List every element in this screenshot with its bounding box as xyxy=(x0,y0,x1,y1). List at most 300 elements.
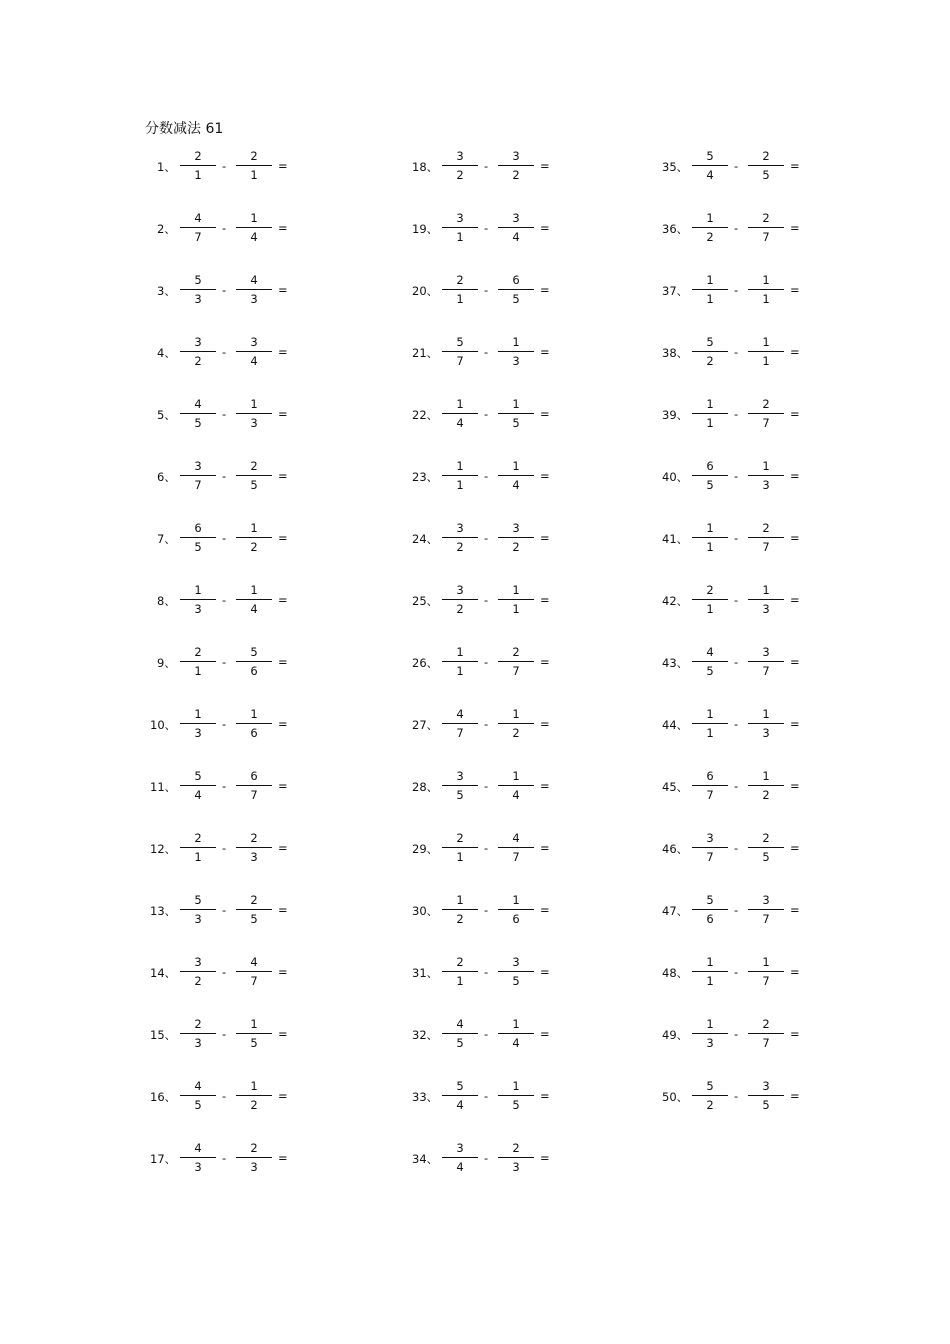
equals-sign: = xyxy=(790,779,800,793)
fraction-bar xyxy=(692,599,728,600)
minus-sign: - xyxy=(222,531,227,545)
fraction-bar xyxy=(498,351,534,352)
fraction-bar xyxy=(180,475,216,476)
fraction-bar xyxy=(236,475,272,476)
second-fraction xyxy=(236,955,272,989)
fraction-problem xyxy=(148,1017,318,1074)
fraction-bar xyxy=(692,847,728,848)
equals-sign: = xyxy=(540,345,550,359)
numerator: 4 xyxy=(194,211,202,225)
fraction-bar xyxy=(442,1033,478,1034)
problem-number: 49、 xyxy=(662,1028,689,1042)
second-fraction xyxy=(748,273,784,307)
first-fraction xyxy=(692,273,728,307)
equals-sign: = xyxy=(790,655,800,669)
problem-number: 12、 xyxy=(150,842,177,856)
numerator: 4 xyxy=(194,1079,202,1093)
denominator: 6 xyxy=(512,912,520,926)
numerator: 4 xyxy=(194,397,202,411)
minus-sign: - xyxy=(222,283,227,297)
numerator: 1 xyxy=(762,707,770,721)
minus-sign: - xyxy=(734,965,739,979)
numerator: 3 xyxy=(512,211,520,225)
denominator: 7 xyxy=(456,726,464,740)
equals-sign: = xyxy=(790,1089,800,1103)
denominator: 7 xyxy=(512,850,520,864)
equals-sign: = xyxy=(540,655,550,669)
denominator: 2 xyxy=(706,1098,714,1112)
numerator: 1 xyxy=(512,459,520,473)
numerator: 1 xyxy=(194,707,202,721)
fraction-bar xyxy=(748,165,784,166)
fraction-problem xyxy=(148,459,318,516)
first-fraction xyxy=(180,645,216,679)
denominator: 4 xyxy=(250,230,258,244)
denominator: 1 xyxy=(762,354,770,368)
numerator: 3 xyxy=(706,831,714,845)
fraction-bar xyxy=(748,1095,784,1096)
equals-sign: = xyxy=(278,1027,288,1041)
denominator: 3 xyxy=(194,1036,202,1050)
denominator: 4 xyxy=(512,788,520,802)
fraction-bar xyxy=(692,351,728,352)
numerator: 1 xyxy=(250,1017,258,1031)
fraction-problem xyxy=(410,459,580,516)
fraction-bar xyxy=(180,661,216,662)
denominator: 2 xyxy=(706,354,714,368)
fraction-bar xyxy=(692,289,728,290)
first-fraction xyxy=(180,459,216,493)
numerator: 1 xyxy=(512,893,520,907)
minus-sign: - xyxy=(734,1089,739,1103)
equals-sign: = xyxy=(790,593,800,607)
numerator: 1 xyxy=(762,583,770,597)
equals-sign: = xyxy=(540,1027,550,1041)
denominator: 5 xyxy=(762,850,770,864)
fraction-bar xyxy=(498,1095,534,1096)
problem-number: 15、 xyxy=(150,1028,177,1042)
denominator: 5 xyxy=(250,478,258,492)
fraction-problem xyxy=(660,211,830,268)
minus-sign: - xyxy=(734,407,739,421)
first-fraction xyxy=(180,273,216,307)
minus-sign: - xyxy=(484,159,489,173)
second-fraction xyxy=(498,1079,534,1113)
numerator: 1 xyxy=(706,955,714,969)
fraction-bar xyxy=(442,413,478,414)
equals-sign: = xyxy=(278,221,288,235)
minus-sign: - xyxy=(734,531,739,545)
denominator: 2 xyxy=(456,602,464,616)
page-title: 分数减法 61 xyxy=(145,121,224,137)
equals-sign: = xyxy=(278,841,288,855)
second-fraction xyxy=(748,1079,784,1113)
numerator: 1 xyxy=(706,707,714,721)
problem-number: 5、 xyxy=(157,408,176,422)
denominator: 4 xyxy=(194,788,202,802)
fraction-problem xyxy=(410,1141,580,1198)
fraction-bar xyxy=(442,537,478,538)
fraction-problem xyxy=(660,769,830,826)
numerator: 3 xyxy=(762,645,770,659)
first-fraction xyxy=(180,1017,216,1051)
minus-sign: - xyxy=(734,283,739,297)
second-fraction xyxy=(748,459,784,493)
denominator: 4 xyxy=(456,416,464,430)
equals-sign: = xyxy=(540,779,550,793)
fraction-bar xyxy=(442,847,478,848)
minus-sign: - xyxy=(222,469,227,483)
second-fraction xyxy=(236,1017,272,1051)
fraction-bar xyxy=(748,723,784,724)
minus-sign: - xyxy=(222,221,227,235)
numerator: 1 xyxy=(250,521,258,535)
numerator: 1 xyxy=(194,583,202,597)
problem-number: 26、 xyxy=(412,656,439,670)
problem-number: 23、 xyxy=(412,470,439,484)
denominator: 2 xyxy=(512,168,520,182)
equals-sign: = xyxy=(790,283,800,297)
denominator: 4 xyxy=(512,478,520,492)
first-fraction xyxy=(180,1079,216,1113)
numerator: 1 xyxy=(706,521,714,535)
fraction-problem xyxy=(148,645,318,702)
fraction-problem xyxy=(410,583,580,640)
fraction-bar xyxy=(180,599,216,600)
denominator: 2 xyxy=(194,974,202,988)
denominator: 1 xyxy=(456,230,464,244)
problem-number: 36、 xyxy=(662,222,689,236)
fraction-problem xyxy=(660,1017,830,1074)
first-fraction xyxy=(442,521,478,555)
denominator: 3 xyxy=(250,292,258,306)
fraction-bar xyxy=(236,723,272,724)
denominator: 7 xyxy=(762,540,770,554)
numerator: 6 xyxy=(512,273,520,287)
problem-number: 34、 xyxy=(412,1152,439,1166)
minus-sign: - xyxy=(222,841,227,855)
numerator: 4 xyxy=(456,707,464,721)
denominator: 7 xyxy=(250,788,258,802)
fraction-bar xyxy=(236,847,272,848)
fraction-problem xyxy=(148,893,318,950)
denominator: 3 xyxy=(762,602,770,616)
problem-number: 29、 xyxy=(412,842,439,856)
fraction-problem xyxy=(410,1017,580,1074)
fraction-problem xyxy=(660,397,830,454)
fraction-bar xyxy=(498,971,534,972)
fraction-problem xyxy=(148,149,318,206)
problem-number: 17、 xyxy=(150,1152,177,1166)
fraction-bar xyxy=(692,661,728,662)
numerator: 2 xyxy=(250,831,258,845)
equals-sign: = xyxy=(540,593,550,607)
numerator: 1 xyxy=(762,273,770,287)
equals-sign: = xyxy=(540,283,550,297)
first-fraction xyxy=(692,397,728,431)
problem-number: 1、 xyxy=(157,160,176,174)
denominator: 7 xyxy=(250,974,258,988)
fraction-problem xyxy=(410,955,580,1012)
denominator: 3 xyxy=(194,726,202,740)
problem-number: 35、 xyxy=(662,160,689,174)
first-fraction xyxy=(180,583,216,617)
first-fraction xyxy=(692,955,728,989)
second-fraction xyxy=(236,1079,272,1113)
fraction-bar xyxy=(442,909,478,910)
denominator: 1 xyxy=(512,602,520,616)
numerator: 1 xyxy=(762,459,770,473)
problem-number: 3、 xyxy=(157,284,176,298)
problem-number: 21、 xyxy=(412,346,439,360)
first-fraction xyxy=(442,707,478,741)
fraction-bar xyxy=(692,475,728,476)
second-fraction xyxy=(236,583,272,617)
numerator: 3 xyxy=(194,955,202,969)
denominator: 4 xyxy=(512,230,520,244)
equals-sign: = xyxy=(790,1027,800,1041)
second-fraction xyxy=(748,211,784,245)
equals-sign: = xyxy=(790,469,800,483)
numerator: 3 xyxy=(456,769,464,783)
first-fraction xyxy=(692,149,728,183)
fraction-bar xyxy=(442,661,478,662)
fraction-problem xyxy=(660,521,830,578)
denominator: 5 xyxy=(456,1036,464,1050)
second-fraction xyxy=(748,769,784,803)
fraction-bar xyxy=(236,1157,272,1158)
equals-sign: = xyxy=(278,1151,288,1165)
numerator: 1 xyxy=(512,1017,520,1031)
numerator: 2 xyxy=(762,831,770,845)
first-fraction xyxy=(692,769,728,803)
fraction-problem xyxy=(660,893,830,950)
denominator: 5 xyxy=(512,292,520,306)
problem-number: 18、 xyxy=(412,160,439,174)
second-fraction xyxy=(498,335,534,369)
problem-number: 11、 xyxy=(150,780,177,794)
denominator: 1 xyxy=(456,292,464,306)
denominator: 1 xyxy=(456,850,464,864)
numerator: 3 xyxy=(512,955,520,969)
denominator: 2 xyxy=(762,788,770,802)
fraction-bar xyxy=(442,971,478,972)
fraction-bar xyxy=(692,785,728,786)
numerator: 1 xyxy=(512,397,520,411)
minus-sign: - xyxy=(484,965,489,979)
fraction-problem xyxy=(410,397,580,454)
numerator: 1 xyxy=(456,645,464,659)
fraction-bar xyxy=(498,661,534,662)
numerator: 3 xyxy=(512,149,520,163)
fraction-problem xyxy=(410,831,580,888)
numerator: 1 xyxy=(762,335,770,349)
problem-number: 50、 xyxy=(662,1090,689,1104)
numerator: 1 xyxy=(250,707,258,721)
numerator: 2 xyxy=(512,645,520,659)
minus-sign: - xyxy=(484,593,489,607)
fraction-bar xyxy=(498,413,534,414)
fraction-bar xyxy=(442,351,478,352)
minus-sign: - xyxy=(484,717,489,731)
problem-number: 7、 xyxy=(157,532,176,546)
second-fraction xyxy=(498,831,534,865)
first-fraction xyxy=(442,211,478,245)
denominator: 3 xyxy=(194,292,202,306)
numerator: 3 xyxy=(512,521,520,535)
second-fraction xyxy=(748,583,784,617)
problem-number: 40、 xyxy=(662,470,689,484)
denominator: 3 xyxy=(250,1160,258,1174)
first-fraction xyxy=(180,893,216,927)
minus-sign: - xyxy=(734,655,739,669)
numerator: 1 xyxy=(512,1079,520,1093)
first-fraction xyxy=(442,1141,478,1175)
denominator: 7 xyxy=(194,478,202,492)
minus-sign: - xyxy=(222,717,227,731)
numerator: 4 xyxy=(456,1017,464,1031)
minus-sign: - xyxy=(734,221,739,235)
minus-sign: - xyxy=(484,283,489,297)
problem-number: 22、 xyxy=(412,408,439,422)
minus-sign: - xyxy=(222,1151,227,1165)
minus-sign: - xyxy=(734,903,739,917)
fraction-bar xyxy=(442,1095,478,1096)
minus-sign: - xyxy=(484,407,489,421)
second-fraction xyxy=(498,273,534,307)
fraction-problem xyxy=(148,521,318,578)
fraction-problem xyxy=(148,1141,318,1198)
numerator: 5 xyxy=(706,1079,714,1093)
fraction-bar xyxy=(748,785,784,786)
denominator: 7 xyxy=(762,230,770,244)
denominator: 6 xyxy=(250,664,258,678)
numerator: 1 xyxy=(456,397,464,411)
problem-number: 28、 xyxy=(412,780,439,794)
fraction-bar xyxy=(180,723,216,724)
problem-number: 41、 xyxy=(662,532,689,546)
denominator: 4 xyxy=(706,168,714,182)
fraction-bar xyxy=(442,475,478,476)
denominator: 3 xyxy=(250,850,258,864)
fraction-bar xyxy=(180,351,216,352)
first-fraction xyxy=(442,583,478,617)
fraction-bar xyxy=(236,1033,272,1034)
minus-sign: - xyxy=(222,1089,227,1103)
equals-sign: = xyxy=(790,531,800,545)
fraction-problem xyxy=(660,955,830,1012)
fraction-bar xyxy=(236,785,272,786)
minus-sign: - xyxy=(484,1089,489,1103)
denominator: 5 xyxy=(706,478,714,492)
second-fraction xyxy=(236,273,272,307)
denominator: 6 xyxy=(250,726,258,740)
first-fraction xyxy=(180,521,216,555)
fraction-bar xyxy=(236,909,272,910)
fraction-bar xyxy=(498,847,534,848)
denominator: 4 xyxy=(250,602,258,616)
fraction-bar xyxy=(692,227,728,228)
fraction-bar xyxy=(180,971,216,972)
minus-sign: - xyxy=(484,221,489,235)
equals-sign: = xyxy=(278,531,288,545)
numerator: 1 xyxy=(762,955,770,969)
numerator: 2 xyxy=(762,149,770,163)
numerator: 3 xyxy=(762,1079,770,1093)
fraction-problem xyxy=(148,273,318,330)
second-fraction xyxy=(748,397,784,431)
equals-sign: = xyxy=(278,407,288,421)
denominator: 1 xyxy=(456,478,464,492)
equals-sign: = xyxy=(540,1151,550,1165)
equals-sign: = xyxy=(790,717,800,731)
first-fraction xyxy=(442,273,478,307)
denominator: 5 xyxy=(250,1036,258,1050)
first-fraction xyxy=(692,1079,728,1113)
fraction-problem xyxy=(660,273,830,330)
second-fraction xyxy=(498,149,534,183)
equals-sign: = xyxy=(278,717,288,731)
denominator: 2 xyxy=(512,726,520,740)
problem-number: 44、 xyxy=(662,718,689,732)
first-fraction xyxy=(692,583,728,617)
numerator: 2 xyxy=(456,955,464,969)
numerator: 1 xyxy=(456,893,464,907)
fraction-bar xyxy=(180,537,216,538)
numerator: 1 xyxy=(706,273,714,287)
second-fraction xyxy=(236,645,272,679)
numerator: 2 xyxy=(250,149,258,163)
minus-sign: - xyxy=(222,655,227,669)
equals-sign: = xyxy=(790,221,800,235)
first-fraction xyxy=(692,893,728,927)
numerator: 3 xyxy=(456,211,464,225)
numerator: 5 xyxy=(250,645,258,659)
first-fraction xyxy=(442,1017,478,1051)
fraction-bar xyxy=(236,289,272,290)
minus-sign: - xyxy=(484,531,489,545)
numerator: 2 xyxy=(250,893,258,907)
first-fraction xyxy=(442,831,478,865)
first-fraction xyxy=(180,707,216,741)
equals-sign: = xyxy=(278,283,288,297)
numerator: 5 xyxy=(456,335,464,349)
numerator: 1 xyxy=(706,397,714,411)
minus-sign: - xyxy=(484,841,489,855)
numerator: 5 xyxy=(194,273,202,287)
first-fraction xyxy=(442,149,478,183)
fraction-bar xyxy=(498,723,534,724)
denominator: 3 xyxy=(194,602,202,616)
problem-number: 20、 xyxy=(412,284,439,298)
numerator: 5 xyxy=(194,893,202,907)
fraction-bar xyxy=(442,289,478,290)
fraction-bar xyxy=(236,1095,272,1096)
numerator: 3 xyxy=(456,521,464,535)
fraction-problem xyxy=(410,521,580,578)
fraction-problem xyxy=(410,273,580,330)
second-fraction xyxy=(498,707,534,741)
problem-number: 10、 xyxy=(150,718,177,732)
first-fraction xyxy=(692,211,728,245)
denominator: 7 xyxy=(456,354,464,368)
denominator: 5 xyxy=(250,912,258,926)
fraction-bar xyxy=(692,723,728,724)
denominator: 1 xyxy=(706,416,714,430)
numerator: 6 xyxy=(706,769,714,783)
fraction-bar xyxy=(236,599,272,600)
numerator: 2 xyxy=(456,273,464,287)
